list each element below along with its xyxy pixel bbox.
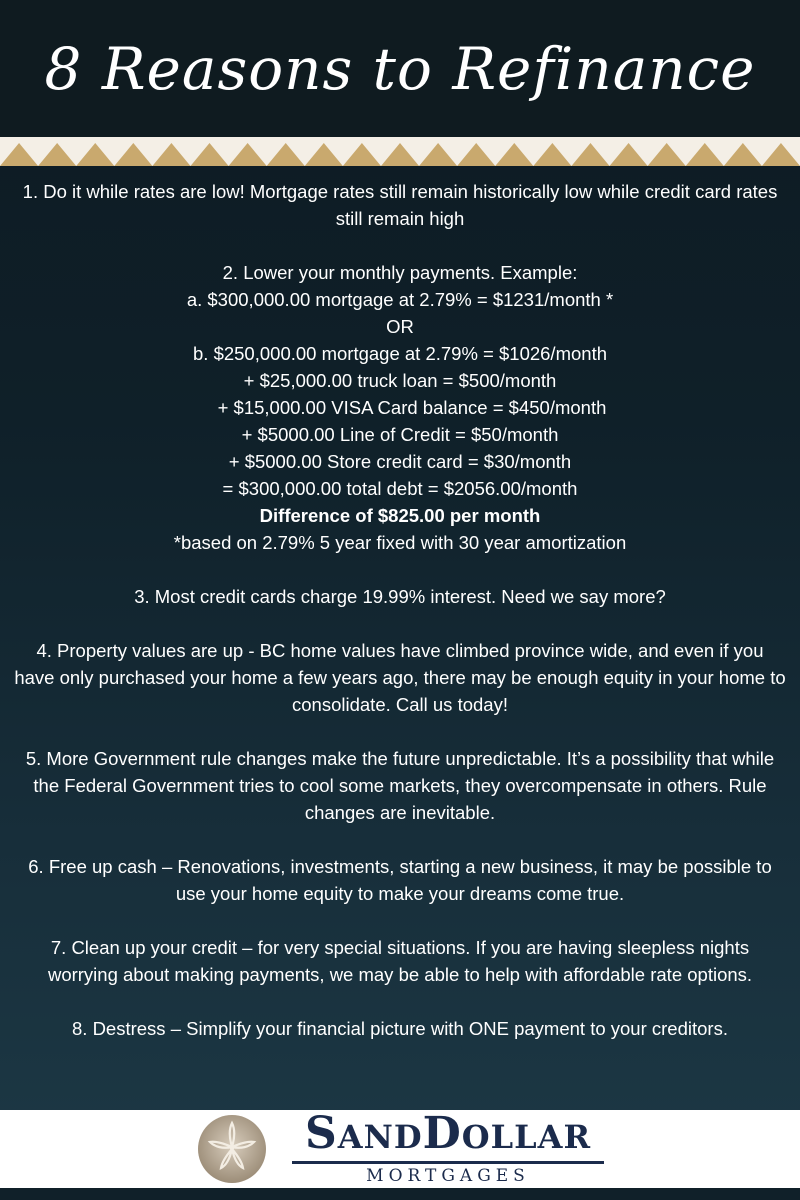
- brand-divider: [292, 1161, 604, 1164]
- reason-3: 3. Most credit cards charge 19.99% interest. Need we say more?: [134, 586, 666, 607]
- zigzag-border: [0, 137, 800, 166]
- reason-2-difference: Difference of $825.00 per month: [259, 505, 541, 526]
- brand-logo: [196, 1108, 604, 1186]
- header: [0, 0, 800, 137]
- reason-2-line: + $5000.00 Line of Credit = $50/month: [241, 424, 559, 445]
- reason-2-option-b: b. $250,000.00 mortgage at 2.79% = $1026/month: [193, 343, 607, 364]
- reason-2-footnote: *based on 2.79% 5 year fixed with 30 year amortization: [173, 532, 627, 553]
- brand-name: SANDDOLLAR: [304, 1108, 592, 1159]
- page-title: 8 Reasons to Refinance: [44, 34, 756, 103]
- reason-2-intro: 2. Lower your monthly payments. Example:: [222, 262, 578, 283]
- reason-4: 4. Property values are up - BC home values have climbed province wide, and even if you have only purchased your home a few years ago, there may be enough equity in your home to consolidate. Call us today!: [14, 640, 786, 715]
- footer-strip: [0, 1188, 800, 1200]
- reason-1: 1. Do it while rates are low! Mortgage rates still remain historically low while credit card rates still remain high: [22, 181, 778, 229]
- brand-subtitle: MORTGAGES: [366, 1166, 530, 1186]
- reason-2-line: + $25,000.00 truck loan = $500/month: [243, 370, 557, 391]
- reason-2-option-a: a. $300,000.00 mortgage at 2.79% = $1231/month *: [186, 289, 614, 310]
- reasons-list: [14, 178, 786, 1042]
- reason-2-line: + $15,000.00 VISA Card balance = $450/month: [217, 397, 607, 418]
- reason-8: 8. Destress – Simplify your financial picture with ONE payment to your creditors.: [72, 1018, 728, 1039]
- reason-2-line: + $5000.00 Store credit card = $30/month: [228, 451, 572, 472]
- reason-2-line: = $300,000.00 total debt = $2056.00/month: [222, 478, 578, 499]
- reason-6: 6. Free up cash – Renovations, investments, starting a new business, it may be possible to use your home equity to make your dreams come true.: [28, 856, 772, 904]
- footer: [0, 1110, 800, 1188]
- reason-2-or: OR: [386, 316, 414, 337]
- sand-dollar-icon: [196, 1113, 268, 1185]
- reason-7: 7. Clean up your credit – for very special situations. If you are having sleepless nights worrying about making payments, we may be able to help with affordable rate options.: [47, 937, 753, 985]
- reason-5: 5. More Government rule changes make the future unpredictable. It’s a possibility that while the Federal Government tries to cool some markets, they overcompensate in others. Rule changes are inevitable.: [25, 748, 775, 823]
